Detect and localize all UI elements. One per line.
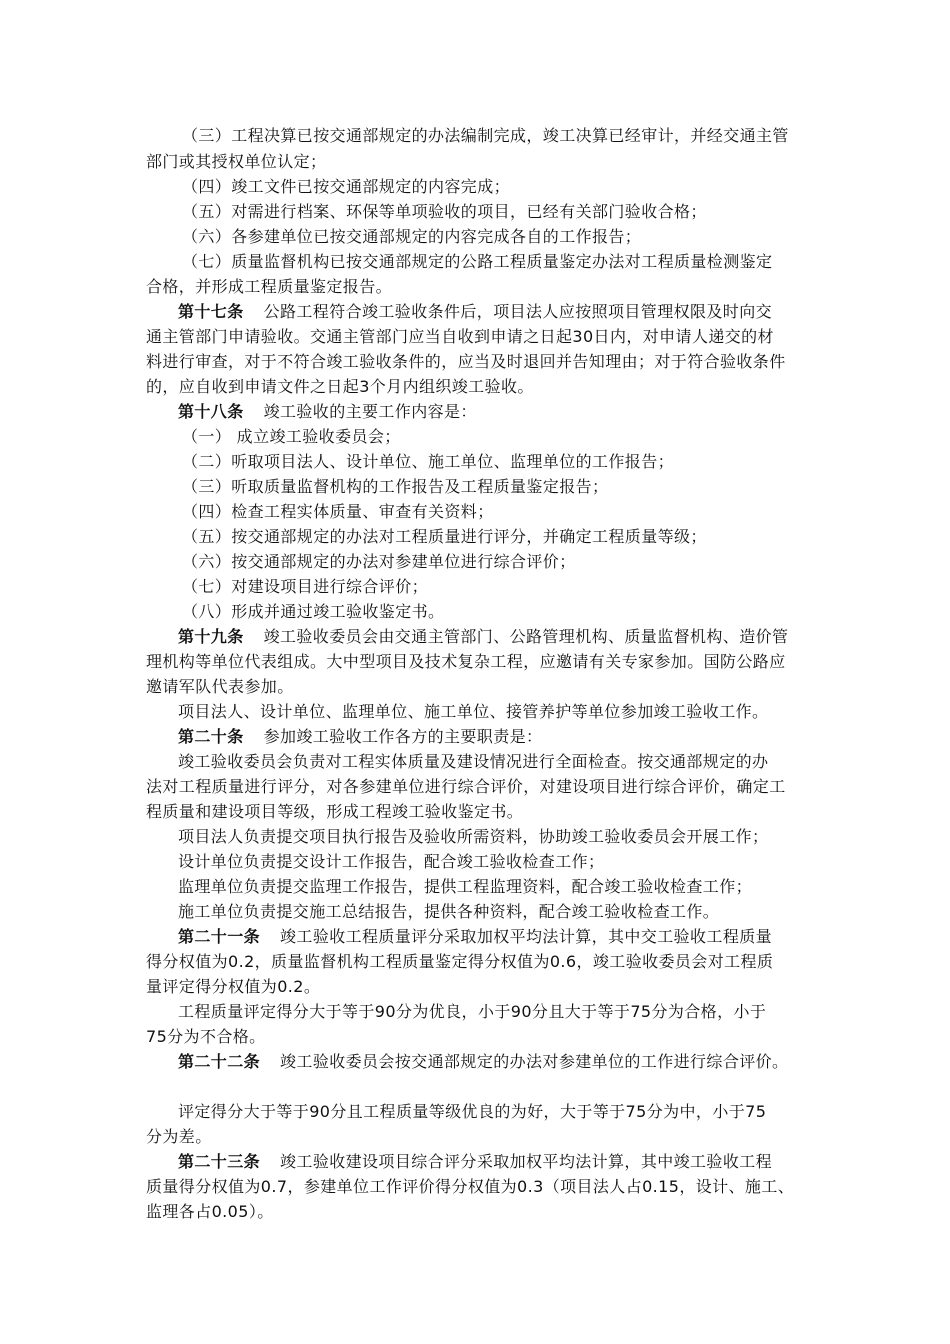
paragraph-line: 评定得分大于等于90分且工程质量等级优良的为好，大于等于75分为中，小于75: [178, 1102, 767, 1121]
article-heading: 第十九条: [178, 627, 244, 646]
paragraph-line: 项目法人、设计单位、监理单位、施工单位、接管养护等单位参加竣工验收工作。: [178, 702, 769, 721]
paragraph-line: 量评定得分权值为0.2。: [146, 977, 321, 996]
paragraph-line: 的，应自收到申请文件之日起3个月内组织竣工验收。: [146, 377, 534, 396]
paragraph-line: 部门或其授权单位认定；: [146, 152, 327, 171]
paragraph-line: （七）质量监督机构已按交通部规定的公路工程质量鉴定办法对工程质量检测鉴定: [182, 252, 773, 271]
paragraph-line: 邀请军队代表参加。: [146, 677, 294, 696]
list-item: （一） 成立竣工验收委员会；: [182, 427, 401, 446]
paragraph-line: （四）竣工文件已按交通部规定的内容完成；: [182, 177, 511, 196]
paragraph-line: 程质量和建设项目等级，形成工程竣工验收鉴定书。: [146, 802, 524, 821]
list-item: （二）听取项目法人、设计单位、施工单位、监理单位的工作报告；: [182, 452, 675, 471]
paragraph-line: 竣工验收委员会负责对工程实体质量及建设情况进行全面检查。按交通部规定的办: [178, 752, 769, 771]
paragraph-line: 设计单位负责提交设计工作报告，配合竣工验收检查工作；: [178, 852, 605, 871]
paragraph-line: 通主管部门申请验收。交通主管部门应当自收到申请之日起30日内，对申请人递交的材: [146, 327, 774, 346]
paragraph-line: 75分为不合格。: [146, 1027, 266, 1046]
article-heading: 第十七条: [178, 302, 244, 321]
paragraph-line: 监理单位负责提交监理工作报告，提供工程监理资料，配合竣工验收检查工作；: [178, 877, 753, 896]
paragraph-line: 料进行审查，对于不符合竣工验收条件的，应当及时退回并告知理由；对于符合验收条件: [146, 352, 786, 371]
article-19-line: 第十九条 竣工验收委员会由交通主管部门、公路管理机构、质量监督机构、造价管: [178, 627, 789, 646]
list-item: （三）听取质量监督机构的工作报告及工程质量鉴定报告；: [182, 477, 609, 496]
article-23-line: 第二十三条 竣工验收建设项目综合评分采取加权平均法计算，其中竣工验收工程: [178, 1152, 773, 1171]
paragraph-line: （六）各参建单位已按交通部规定的内容完成各自的工作报告；: [182, 227, 642, 246]
paragraph-line: 得分权值为0.2，质量监督机构工程质量鉴定得分权值为0.6，竣工验收委员会对工程质: [146, 952, 774, 971]
article-heading: 第二十条: [178, 727, 244, 746]
article-21-line: 第二十一条 竣工验收工程质量评分采取加权平均法计算，其中交工验收工程质量: [178, 927, 773, 946]
paragraph-line: 合格，并形成工程质量鉴定报告。: [146, 277, 393, 296]
paragraph-line: 质量得分权值为0.7，参建单位工作评价得分权值为0.3（项目法人占0.15，设计、施工、: [146, 1177, 795, 1196]
paragraph-line: 施工单位负责提交施工总结报告，提供各种资料，配合竣工验收检查工作。: [178, 902, 720, 921]
article-heading: 第二十三条: [178, 1152, 261, 1171]
paragraph-line: 监理各占0.05）。: [146, 1202, 274, 1221]
article-20-line: 第二十条 参加竣工验收工作各方的主要职责是：: [178, 727, 543, 746]
list-item: （四）检查工程实体质量、审查有关资料；: [182, 502, 494, 521]
article-22-line: 第二十二条 竣工验收委员会按交通部规定的办法对参建单位的工作进行综合评价。: [178, 1052, 789, 1071]
paragraph-line: 法对工程质量进行评分，对各参建单位进行综合评价，对建设项目进行综合评价，确定工: [146, 777, 786, 796]
list-item: （六）按交通部规定的办法对参建单位进行综合评价；: [182, 552, 576, 571]
paragraph-line: 项目法人负责提交项目执行报告及验收所需资料，协助竣工验收委员会开展工作；: [178, 827, 769, 846]
list-item: （五）按交通部规定的办法对工程质量进行评分，并确定工程质量等级；: [182, 527, 707, 546]
article-17-line: 第十七条 公路工程符合竣工验收条件后，项目法人应按照项目管理权限及时向交: [178, 302, 773, 321]
paragraph-line: （五）对需进行档案、环保等单项验收的项目，已经有关部门验收合格；: [182, 202, 707, 221]
paragraph-line: （三）工程决算已按交通部规定的办法编制完成，竣工决算已经审计，并经交通主管: [182, 126, 789, 145]
paragraph-line: 分为差。: [146, 1127, 212, 1146]
article-18-line: 第十八条 竣工验收的主要工作内容是：: [178, 402, 477, 421]
list-item: （七）对建设项目进行综合评价；: [182, 577, 429, 596]
article-heading: 第二十一条: [178, 927, 261, 946]
article-heading: 第十八条: [178, 402, 244, 421]
article-heading: 第二十二条: [178, 1052, 261, 1071]
paragraph-line: 工程质量评定得分大于等于90分为优良，小于90分且大于等于75分为合格，小于: [178, 1002, 767, 1021]
list-item: （八）形成并通过竣工验收鉴定书。: [182, 602, 445, 621]
paragraph-line: 理机构等单位代表组成。大中型项目及技术复杂工程，应邀请有关专家参加。国防公路应: [146, 652, 786, 671]
